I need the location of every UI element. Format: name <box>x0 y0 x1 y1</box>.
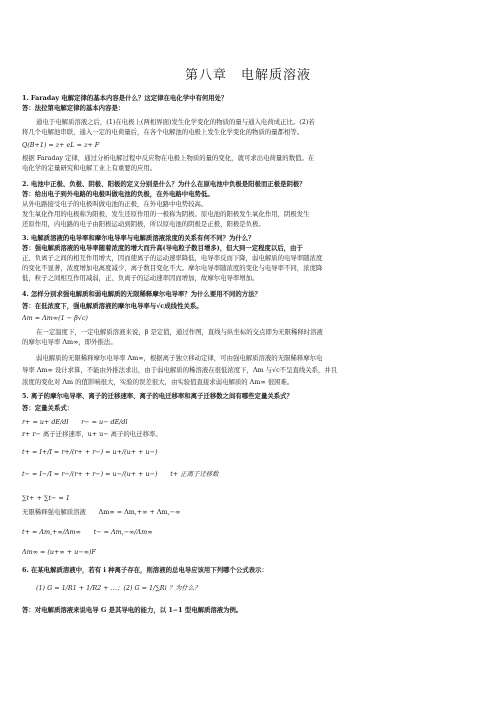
paragraph-line: 在一定温度下，一定电解质溶液来说，β 是定值，通过作图，直线与纵坐标的交点即为无限稀释时溶液 <box>36 328 323 336</box>
answer-line: 答：定量关系式： <box>22 404 74 412</box>
question-1: 1. Faraday 电解定律的基本内容是什么？这定律在电化学中有何用处？ <box>22 94 228 102</box>
paragraph-line: 根据 Faraday 定律，通过分析电解过程中反应物在电极上物质的量的变化，就可求出电荷量的数值。在 <box>22 154 315 162</box>
answer-line: 答：对电解质溶液来说电导 G 是其导电的能力，以 1−1 型电解质溶液为例。 <box>22 606 243 614</box>
answer-line: 答：给出电子到外电路的电极叫做电池的负极，在外电路中电势低。 <box>22 190 214 198</box>
formula: Q(B+1) = z+ eL = z+ F <box>22 141 100 149</box>
formula: Λm∞ = (u+∞ + u−∞)F <box>22 548 96 556</box>
formula: t− = I−/I = r−/(r+ + r−) = u−/(u+ + u−) t+ 正离子迁移数 <box>22 470 219 478</box>
formula: r+ = u+ dE/dl r− = u− dE/dl <box>22 418 128 426</box>
paragraph-line: 正、负离子之间的相互作用增大，因而使离子的运动速率降低，电导率反而下降，弱电解质的电导率随浓度 <box>22 254 323 262</box>
paragraph-line: 将几个电解池串联，通入一定的电荷量后，在各个电解池的电极上发生化学变化的物质的量都相等。 <box>22 128 304 136</box>
paragraph-line: 从外电路接受电子的电极叫做电池的正极，在外电路中电势较高。 <box>22 200 208 208</box>
question-3: 3. 电解质溶液的电导率和摩尔电导率与电解质溶液浓度的关系有何不同？为什么？ <box>22 234 255 242</box>
answer-line: 答：在低浓度下，强电解质溶液的摩尔电导率与√c成线性关系。 <box>22 302 203 310</box>
answer-label: 答：法拉第电解定律的基本内容是： <box>22 104 125 112</box>
formula: (1) G = 1/R1 + 1/R2 + …；(2) G = 1/∑Ri ？为什么？ <box>36 584 201 592</box>
answer-line: 答：强电解质溶液的电导率随着浓度的增大而升高(导电粒子数目增多)，但大到一定程度以后，由于 <box>22 244 303 252</box>
question-6: 6. 在某电解质溶液中，若有 i 种离子存在，则溶液的总电导应该用下列哪个公式表示： <box>22 566 268 574</box>
paragraph-line: 低，粒子之间相互作用减弱，正、负离子的运动速率因而增加，故摩尔电导率增加。 <box>22 274 259 282</box>
formula: ∑t+ + ∑t− = 1 <box>22 494 70 502</box>
formula: t+ = Λm,+∞/Λm∞ t− = Λm,−∞/Λm∞ <box>22 528 153 536</box>
paragraph-line: 电化学的定量研究和电解工业上有重要的应用。 <box>22 164 157 172</box>
paragraph-line: 弱电解质的无限稀释摩尔电导率 Λm∞，根据离子独立移动定律，可由强电解质溶液的无限稀释摩尔电 <box>36 354 323 362</box>
paragraph-line: 通电于电解质溶液之后，(1)在电极上(两相界面)发生化学变化的物质的量与通入电荷成正比。(2)若 <box>36 118 315 126</box>
paragraph-line: 还原作用，内电路的电子由阳极运动到阴极，所以原电池的阴极是正极，阳极是负极。 <box>22 220 265 228</box>
formula: t+ = I+/I = r+/(r+ + r−) = u+/(u+ + u−) <box>22 448 158 456</box>
chapter-title: 第八章 电解质溶液 <box>184 68 311 83</box>
question-4: 4. 怎样分别求强电解质和弱电解质的无限稀释摩尔电导率？为什么要用不同的方法？ <box>22 290 261 298</box>
formula: Λm = Λm∞(1 − β√c) <box>22 314 88 322</box>
paragraph-line: 无限稀释强电解质溶液 Λm∞ = Λm,+∞ + Λm,−∞ <box>22 508 181 516</box>
paragraph-line: 导率 Λm∞ 设计求算，不能由外推法求出，由于弱电解质的稀溶液在很低浓度下，Λm 与√c不呈直线关系，并且 <box>22 366 338 374</box>
paragraph-line: r+ r− 离子迁移速率，u+ u− 离子的电迁移率。 <box>22 430 162 438</box>
paragraph-line: 的摩尔电导率 Λm∞，即外推法。 <box>22 338 117 346</box>
paragraph-line: 浓度的变化对 Λm 的值影响很大，实验的误差很大，由实验值直接求弱电解质的 Λm∞ 很困难。 <box>22 378 294 386</box>
question-5: 5. 离子的摩尔电导率、离子的迁移速率、离子的电迁移率和离子迁移数之间有哪些定量关系式？ <box>22 392 293 400</box>
question-2: 2. 电池中正极、负极、阴极、阳极的定义分别是什么？为什么在原电池中负极是阳极而正极是阴极？ <box>22 180 306 188</box>
paragraph-line: 的变化不显著，浓度增加电离度减少，离子数目变化不大。摩尔电导率随浓度的变化与电导率不同，浓度降 <box>22 264 323 272</box>
paragraph-line: 发生氧化作用的电极称为阳极，发生还原作用的一极称为阴极。原电池的阳极发生氧化作用，阴极发生 <box>22 210 310 218</box>
